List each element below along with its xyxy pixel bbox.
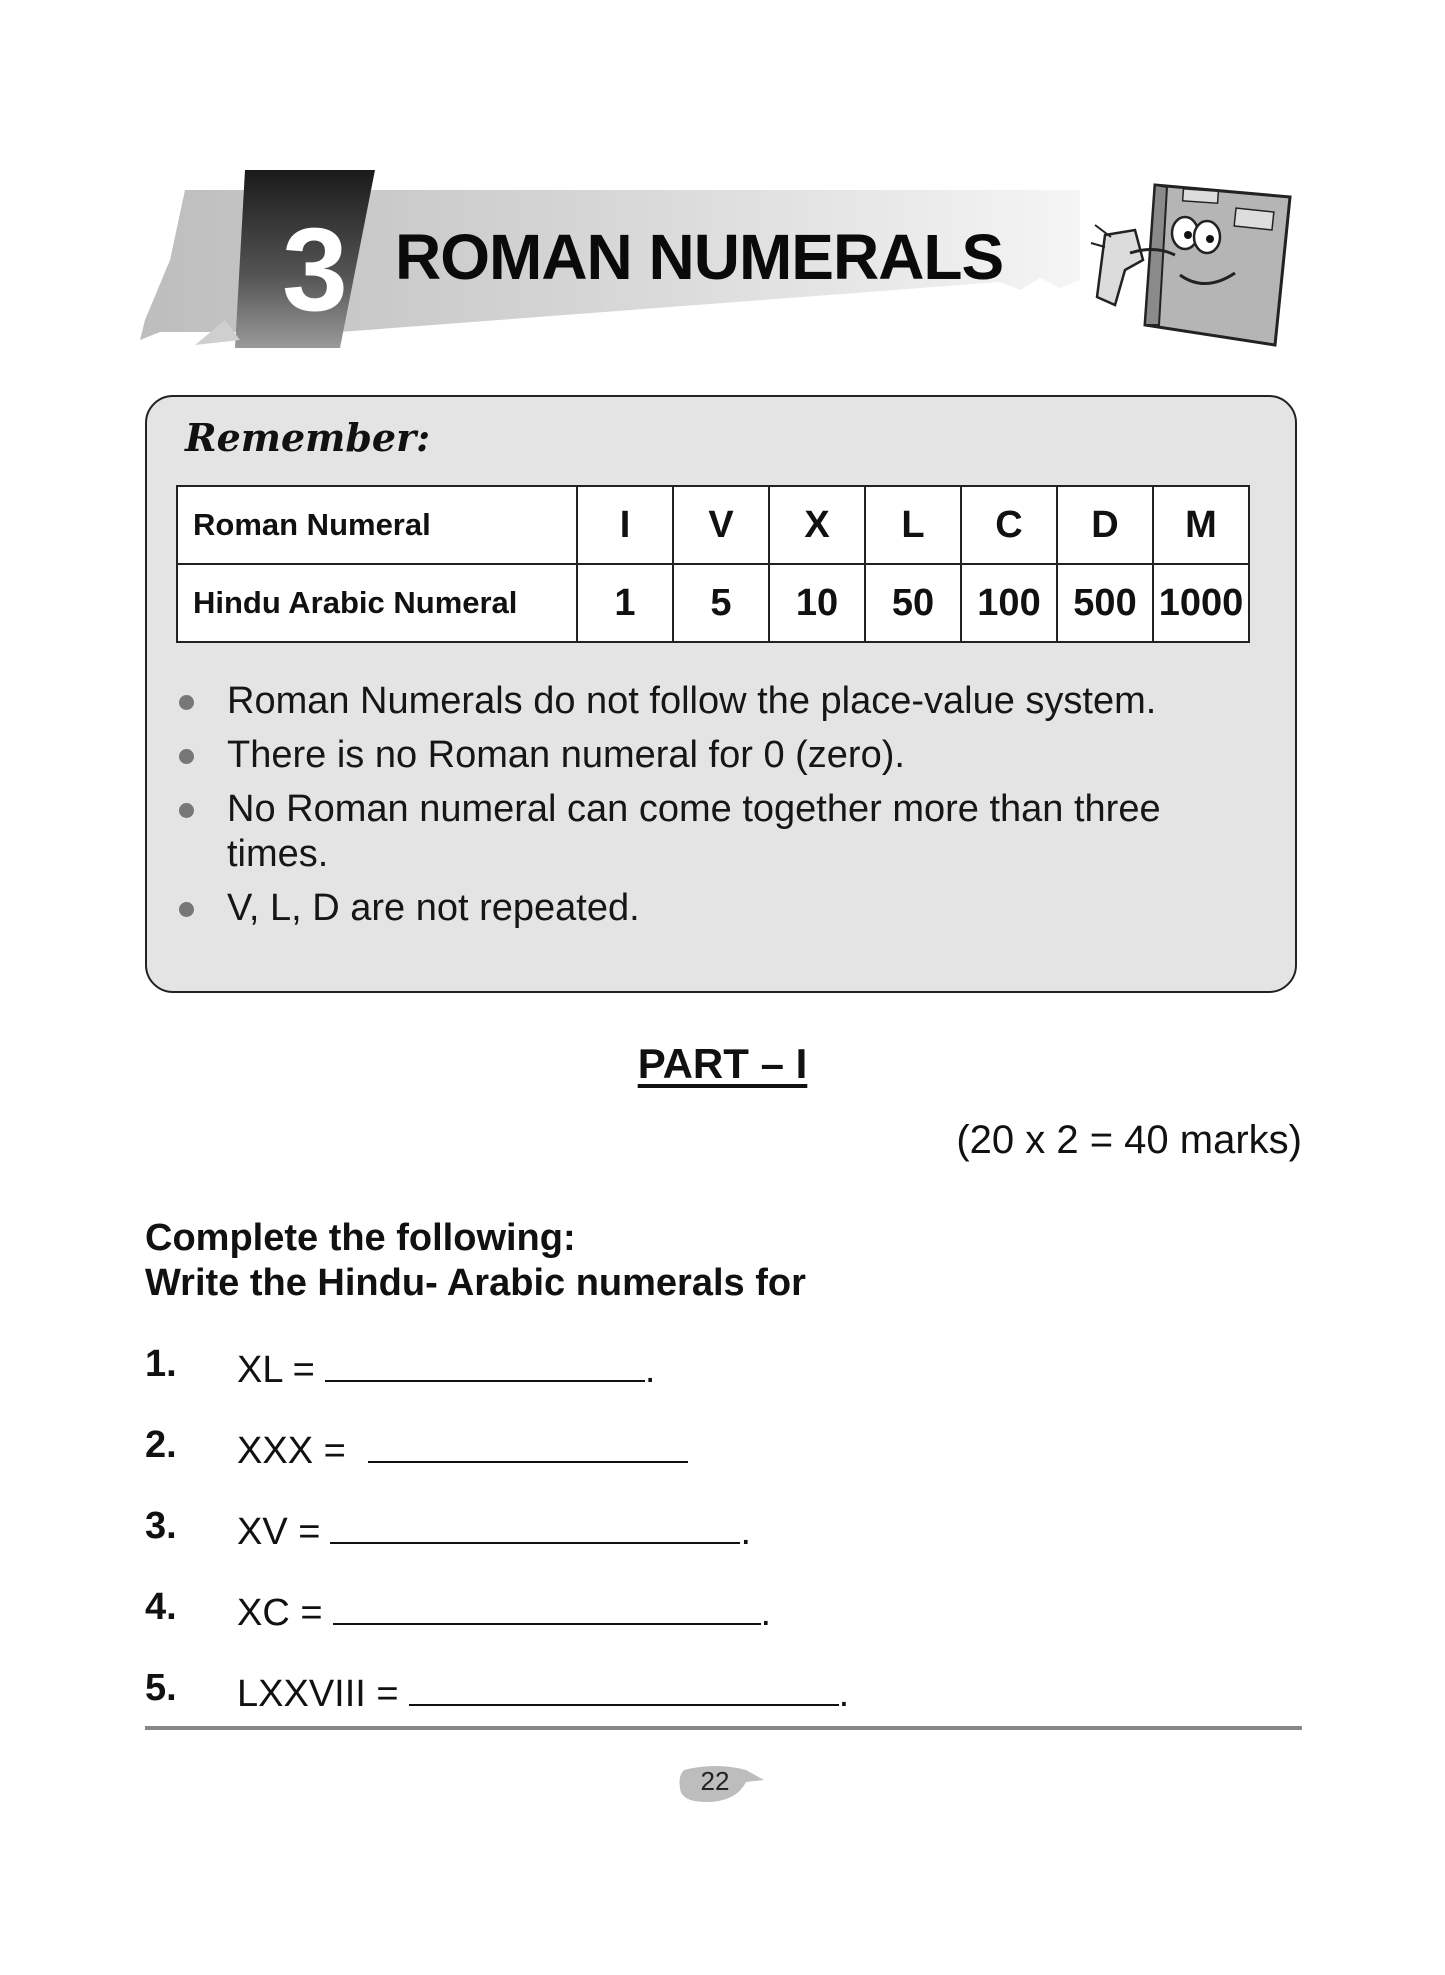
row-header: Roman Numeral	[177, 486, 577, 564]
question-expression	[237, 1664, 849, 1718]
instruction-line: Complete the following:	[145, 1217, 576, 1259]
question-text: LXXVIII =	[237, 1673, 399, 1715]
list-item	[175, 886, 1255, 931]
chapter-title: ROMAN NUMERALS	[395, 221, 1004, 293]
table-row	[177, 564, 1249, 642]
question-expression	[237, 1583, 771, 1637]
rules-list	[175, 679, 1255, 940]
table-cell: 50	[865, 564, 961, 642]
question-text: XXX =	[237, 1430, 346, 1472]
bullet-icon	[179, 902, 194, 917]
table-cell: 5	[673, 564, 769, 642]
marks-label: (20 x 2 = 40 marks)	[956, 1118, 1302, 1162]
rule-text: There is no Roman numeral for 0 (zero).	[227, 734, 905, 776]
instruction-line: Write the Hindu- Arabic numerals for	[145, 1262, 806, 1304]
table-cell: L	[865, 486, 961, 564]
instructions	[145, 1216, 806, 1306]
table-cell: 10	[769, 564, 865, 642]
rule-text: No Roman numeral can come together more than three times.	[227, 788, 1161, 875]
table-cell: 1	[577, 564, 673, 642]
question-number: 5.	[145, 1667, 177, 1709]
table-cell: C	[961, 486, 1057, 564]
list-item	[175, 733, 1255, 778]
answer-blank[interactable]	[330, 1502, 740, 1544]
bottom-divider	[145, 1726, 1302, 1730]
question-end: .	[838, 1673, 850, 1715]
mascot-illustration	[1085, 175, 1300, 350]
table-cell: V	[673, 486, 769, 564]
rule-text: Roman Numerals do not follow the place-value system.	[227, 680, 1157, 722]
question-end: .	[740, 1511, 752, 1553]
row-header: Hindu Arabic Numeral	[177, 564, 577, 642]
remember-title: Remember:	[185, 415, 431, 460]
rule-text: V, L, D are not repeated.	[227, 887, 640, 929]
bullet-icon	[179, 695, 194, 710]
answer-blank[interactable]	[368, 1421, 688, 1463]
remember-box	[145, 395, 1297, 993]
chapter-header	[140, 170, 1080, 360]
list-item	[175, 679, 1255, 724]
table-cell: 1000	[1153, 564, 1249, 642]
list-item	[175, 787, 1255, 877]
part-title: PART – I	[637, 1040, 808, 1087]
page-number: 22	[700, 1766, 730, 1796]
table-cell: 100	[961, 564, 1057, 642]
question-end: .	[644, 1349, 656, 1391]
answer-blank[interactable]	[409, 1664, 839, 1706]
numeral-table	[176, 485, 1250, 643]
bullet-icon	[179, 749, 194, 764]
question-number: 4.	[145, 1586, 177, 1628]
answer-blank[interactable]	[333, 1583, 761, 1625]
table-cell: D	[1057, 486, 1153, 564]
chapter-number: 3	[282, 204, 348, 336]
question-number: 1.	[145, 1343, 177, 1385]
question-text: XC =	[237, 1592, 323, 1634]
question-expression	[237, 1340, 655, 1394]
question-number: 2.	[145, 1424, 177, 1466]
question-end: .	[760, 1592, 772, 1634]
question-number: 3.	[145, 1505, 177, 1547]
page-number-badge	[676, 1760, 766, 1810]
question-text: XL =	[237, 1349, 315, 1391]
table-cell: I	[577, 486, 673, 564]
table-row	[177, 486, 1249, 564]
bullet-icon	[179, 803, 194, 818]
table-cell: X	[769, 486, 865, 564]
table-cell: M	[1153, 486, 1249, 564]
question-expression	[237, 1421, 688, 1475]
table-cell: 500	[1057, 564, 1153, 642]
question-expression	[237, 1502, 751, 1556]
question-text: XV =	[237, 1511, 321, 1553]
answer-blank[interactable]	[325, 1340, 645, 1382]
